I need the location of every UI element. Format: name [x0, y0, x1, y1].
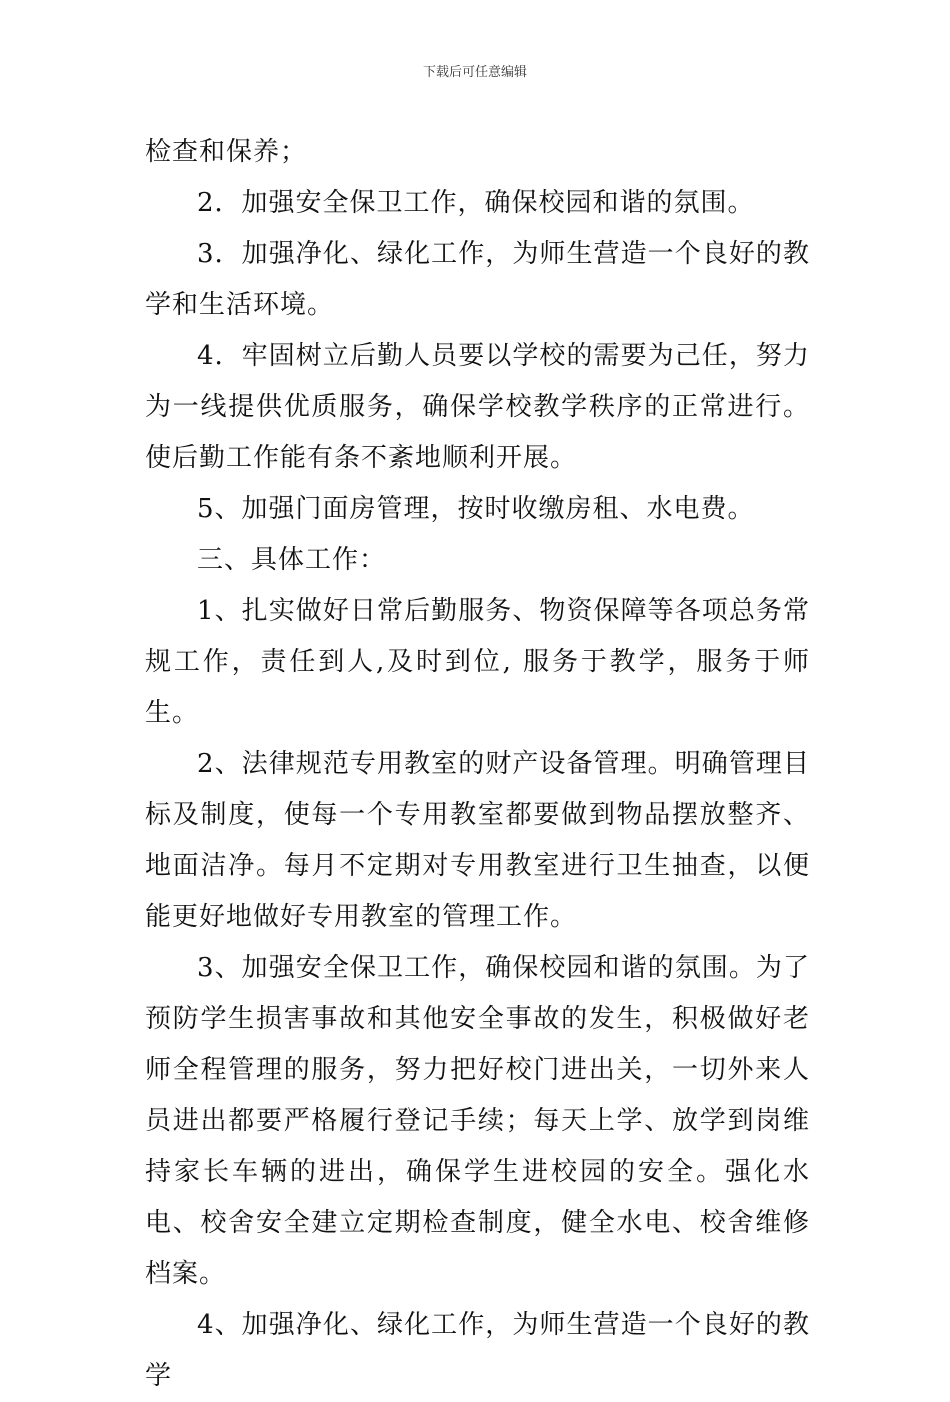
page-header: 下载后可任意编辑: [422, 65, 527, 80]
document-body: [145, 127, 810, 1402]
paragraph-9: 4、加强净化、绿化工作，为师生营造一个良好的教学: [145, 1310, 810, 1391]
paragraph-4: 4．牢固树立后勤人员要以学校的需要为己任，努力为一线提供优质服务，确保学校教学秩序的正常进行。使后勤工作能有条不紊地顺利开展。: [145, 341, 810, 473]
paragraph-6: 1、扎实做好日常后勤服务、物资保障等各项总务常规工作，责任到人,及时到位, 服务于教学，服务于师生。: [145, 596, 810, 728]
paragraph-3: 3．加强净化、绿化工作，为师生营造一个良好的教学和生活环境。: [145, 239, 810, 320]
paragraph-7: 2、法律规范专用教室的财产设备管理。明确管理目标及制度，使每一个专用教室都要做到物品摆放整齐、地面洁净。每月不定期对专用教室进行卫生抽查，以便能更好地做好专用教室的管理工作。: [145, 749, 810, 932]
paragraph-1: 检查和保养；: [145, 137, 308, 167]
section-heading: 三、具体工作：: [197, 545, 387, 575]
paragraph-2: 2．加强安全保卫工作，确保校园和谐的氛围。: [197, 188, 755, 218]
paragraph-5: 5、加强门面房管理，按时收缴房租、水电费。: [197, 494, 755, 524]
paragraph-8: 3、加强安全保卫工作，确保校园和谐的氛围。为了预防学生损害事故和其他安全事故的发生，积极做好老师全程管理的服务，努力把好校门进出关，一切外来人员进出都要严格履行登记手续；每天上学、放学到岗维持家长车辆的进出，确保学生进校园的安全。强化水电、校舍安全建立定期检查制度，健全水电、校舍维修档案。: [145, 953, 810, 1289]
